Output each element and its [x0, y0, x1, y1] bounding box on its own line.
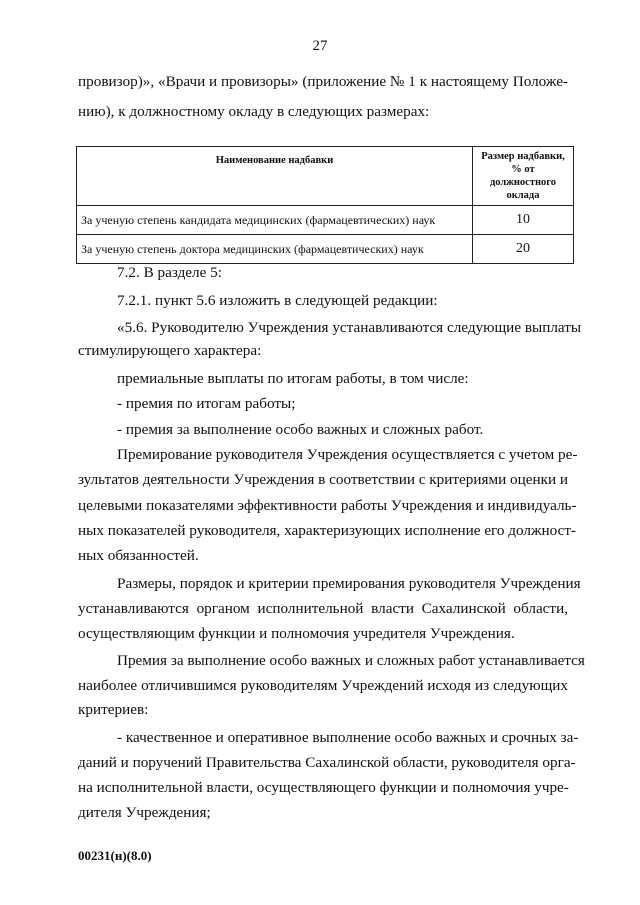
intro-line-1: провизор)», «Врачи и провизоры» (приложение № 1 к настоящему Положе-: [78, 73, 568, 90]
table-cell-value: 10: [473, 206, 574, 235]
table-row: [77, 235, 574, 264]
intro-line-2: нию), к должностному окладу в следующих размерах:: [78, 103, 430, 120]
table-row: [77, 206, 574, 235]
body-line: осуществляющим функции и полномочия учредителя Учреждения.: [78, 625, 515, 642]
body-line: Размеры, порядок и критерии премирования руководителя Учреждения: [117, 575, 581, 592]
body-line: - премия за выполнение особо важных и сложных работ.: [117, 421, 484, 438]
body-line: устанавливаются органом исполнительной власти Сахалинской области,: [78, 600, 568, 617]
body-line: стимулирующего характера:: [78, 342, 262, 359]
body-line: 7.2. В разделе 5:: [117, 264, 222, 281]
table-header-row: [77, 147, 574, 206]
table-cell-name: За ученую степень кандидата медицинских (фармацевтических) наук: [77, 206, 473, 235]
table-header-size: Размер надбавки, % от должностного оклада: [473, 147, 574, 206]
body-line: ных показателей руководителя, характеризующих исполнение его должност-: [78, 522, 577, 539]
body-line: 7.2.1. пункт 5.6 изложить в следующей редакции:: [117, 292, 438, 309]
body-line: Премия за выполнение особо важных и сложных работ устанавливается: [117, 652, 585, 669]
body-line: на исполнительной власти, осуществляющего функции и полномочия учре-: [78, 779, 569, 796]
body-line: «5.6. Руководителю Учреждения устанавливаются следующие выплаты: [117, 319, 582, 336]
table-header-name: Наименование надбавки: [77, 147, 473, 206]
allowance-table: [76, 146, 574, 264]
body-line: премиальные выплаты по итогам работы, в том числе:: [117, 370, 469, 387]
body-line: дителя Учреждения;: [78, 804, 211, 821]
body-line: - качественное и оперативное выполнение особо важных и срочных за-: [117, 729, 579, 746]
page-number: 27: [312, 38, 328, 54]
body-line: наиболее отличившимся руководителям Учреждений исходя из следующих: [78, 677, 568, 694]
body-line: ных обязанностей.: [78, 547, 199, 564]
document-code: 00231(н)(8.0): [78, 848, 152, 863]
body-line: - премия по итогам работы;: [117, 395, 296, 412]
table-cell-value: 20: [473, 235, 574, 264]
body-line: даний и поручений Правительства Сахалинской области, руководителя орга-: [78, 754, 576, 771]
body-line: критериев:: [78, 701, 149, 718]
body-line: зультатов деятельности Учреждения в соответствии с критериями оценки и: [78, 471, 569, 488]
table-cell-name: За ученую степень доктора медицинских (фармацевтических) наук: [77, 235, 473, 264]
body-line: целевыми показателями эффективности работы Учреждения и индивидуаль-: [78, 497, 577, 514]
body-line: Премирование руководителя Учреждения осуществляется с учетом ре-: [117, 446, 578, 463]
